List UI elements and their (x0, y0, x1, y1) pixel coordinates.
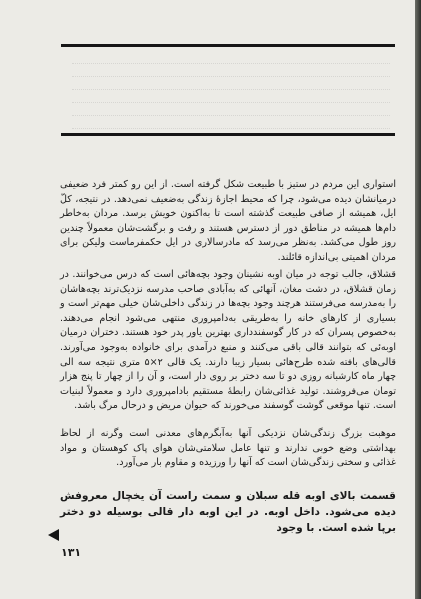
caption-pointer-icon (48, 529, 59, 541)
body-paragraph-3: موهبت بزرگ زندگی‌شان نزدیکی آنها به‌آبگرم‌های معدنی است وگرنه از لحاظ بهداشتی وضع خوبی ندارند و تنها عامل سلامتی‌شان هوای پاک کوهستان و مواد غذائی و سختی زندگی‌شان است که آنها را ورزیده و مقاوم بار می‌آورد. (60, 428, 396, 469)
body-paragraph-2: قشلاق، جالب توجه در میان اوبه نشینان وجود بچه‌هائی است که درس می‌خوانند. در زمان قشلاق، در دشت مغان، آنهائی که به‌آبادی صاحب مدرسه نزدیک‌ترند بچه‌هاشان را به‌مدرسه می‌فرستند هرچند وجود بچه‌ها در زندگی داخلی‌شان خیلی مهم‌تر است و بسیاری از کارهای خانه را به‌طریقی به‌دامپروری منتهی می‌شود انجام می‌دهند. به‌خصوص پسران که در کار گوسفندداری بهترین یاور پدر خود هستند. دختران درمیان اوبه‌ئی که بتوانند قالی باقی می‌کنند و منبع درآمدی برای خانواده به‌وجود می‌آورند. قالی‌های بافته شده طرح‌هائی بسیار زیبا دارند. یک قالی ۲×۵ متری نتیجه سه الی چهار ماه کارشبانه روزی دو تا سه دختر بر روی دار است، و آن را از چهار تا پنج هزار تومان می‌فروشند. تولید غذائی‌شان رابطهٔ مستقیم بادامپروری دارد و معمولاً لبنیات است. تنها موقعی گوشت گوسفند می‌خورند که حیوان مریض و درحال مرگ باشد. (60, 269, 396, 412)
photo-caption: قسمت بالای اوبه قله سبلان و سمت راست آن یخچال معروفش دیده می‌شود. داخل اوبه. در این اوبه دار قالی بوسیله دو دختر برپا شده است. با وجود (60, 490, 396, 534)
page-edge-shadow (415, 0, 421, 599)
page-number: ۱۳۱ (61, 546, 82, 559)
bleed-through-text (72, 52, 390, 128)
body-paragraph-1: استواری این مردم در ستیز با طبیعت شکل گرفته است. از این رو کمتر فرد ضعیفی درمیانشان دیده می‌شود، چرا که محیط اجازهٔ زندگی به‌ضعیف نمی‌دهد. در نتیجه، کلّ ایل، همیشه از صافی طبیعت گذشته است تا به‌اکنون خویش برسد. مردان به‌خاطر دام‌ها همیشه در مناطق دور از دسترس هستند و رفت و برگشت‌شان معمولاً چندین روز طول می‌کشد. به‌نظر می‌رسد که مادرسالاری در ایل حکمفرماست ولیکن برای مردان اهمیتی بی‌اندازه قائلند. (60, 179, 396, 263)
top-rule (61, 44, 395, 47)
bottom-rule (61, 133, 395, 136)
